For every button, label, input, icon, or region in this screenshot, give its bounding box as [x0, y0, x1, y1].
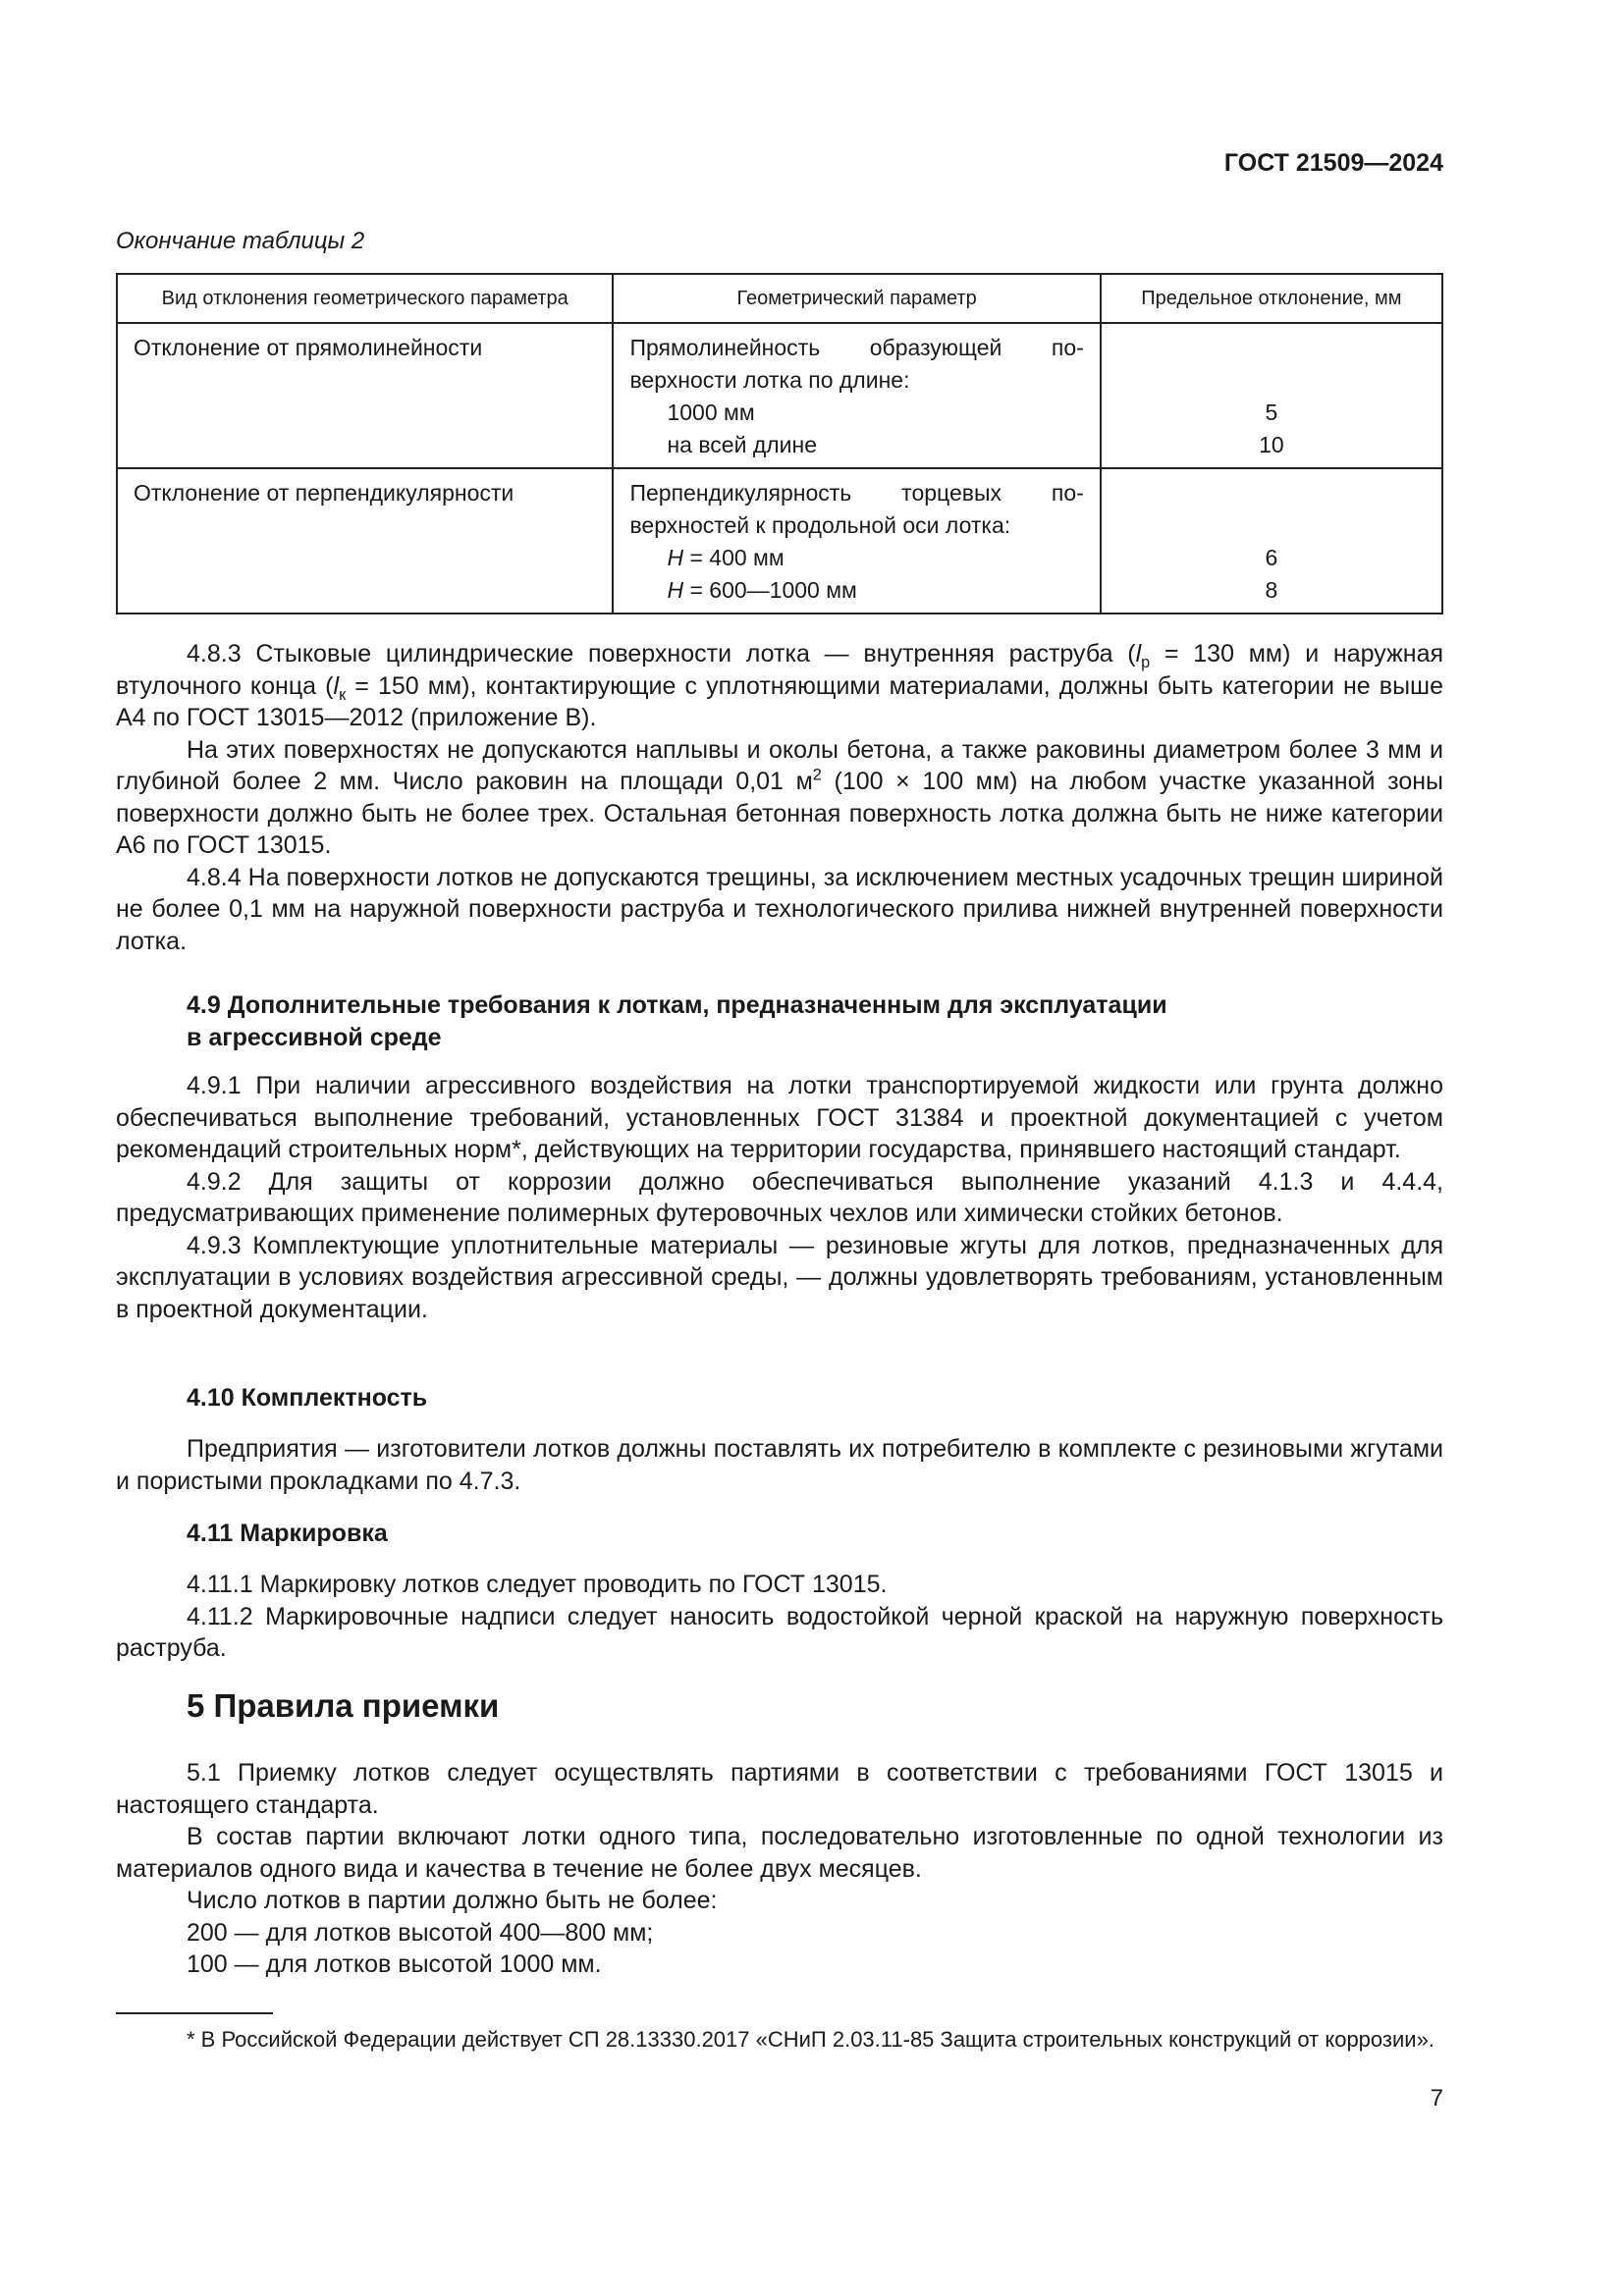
deviation-type-cell: Отклонение от прямолинейности: [117, 323, 613, 468]
chapter-heading: 5 Правила приемки: [187, 1687, 500, 1724]
document-code: ГОСТ 21509—2024: [1223, 149, 1443, 177]
parameter-text: верхности лотка по длине:: [629, 367, 910, 393]
limit-cell: [1101, 323, 1442, 468]
paragraph-4-8-3-cont: На этих поверхностях не допускаются наплывы и околы бетона, а также раковины диаметром более 3 мм и глубиной более 2 мм. Число раковин на площади 0,01 $м^2$ (100 × 100 мм) на любом участке указанной зоны поверхности должно быть не более трех. Остальная бетонная поверхность лотка должна быть не ниже категории А6 по ГОСТ 13015.: [116, 735, 1443, 859]
list-item: 100 — для лотков высотой 1000 мм.: [187, 1950, 602, 1978]
footnote: * В Российской Федерации действует СП 28.13330.2017 «СНиП 2.03.11-85 Защита строительных конструкций от коррозии».: [187, 2027, 1435, 2052]
parameter-subitem: на всей длине: [667, 432, 818, 457]
parameter-subitem: H = 400 мм: [667, 545, 785, 570]
paragraph-5-1-cont: Число лотков в партии должно быть не более:: [187, 1887, 718, 1914]
list-item: 200 — для лотков высотой 400—800 мм;: [187, 1918, 654, 1947]
limit-value: 5: [1265, 400, 1278, 425]
body-text-block-4: [116, 1569, 1443, 1665]
body-text-block-1: [116, 638, 1443, 957]
paragraph-4-11-1: 4.11.1 Маркировку лотков следует проводить по ГОСТ 13015.: [187, 1571, 888, 1598]
body-text-block-2: [116, 1070, 1443, 1325]
parameter-text: верхностей к продольной оси лотка:: [629, 512, 1011, 538]
section-heading: 4.10 Комплектность: [187, 1384, 428, 1412]
column-header-deviation-type: Вид отклонения геометрического параметра: [117, 274, 613, 323]
table-row: [117, 323, 1442, 468]
paragraph-4-10: Предприятия — изготовители лотков должны поставлять их потребителю в комплекте с резиновыми жгутами и пористыми прокладками по 4.7.3.: [116, 1435, 1443, 1495]
limit-value: 6: [1265, 545, 1278, 570]
parameter-text: Перпендикулярность торцевых по-: [629, 480, 1084, 506]
limit-cell: [1101, 468, 1442, 614]
section-heading: 4.11 Маркировка: [187, 1520, 388, 1547]
paragraph-4-8-3: 4.8.3 Стыковые цилиндрические поверхности лотка — внутренняя раструба ($l_р = 130$ мм) и наружная втулочного конца ($l_к = 150$ мм), контактирующие с уплотняющими материалами, должны быть категории не выше А4 по ГОСТ 13015—2012 (приложение В).: [116, 640, 1444, 731]
limit-value: 10: [1259, 432, 1284, 457]
parameter-cell: [613, 468, 1100, 614]
body-text-block-5: [116, 1757, 1443, 1981]
section-4-11-heading: [116, 1518, 1443, 1550]
limit-value: 8: [1265, 577, 1278, 603]
column-header-limit: Предельное отклонение, мм: [1101, 274, 1442, 323]
parameter-subitem: H = 600—1000 мм: [667, 577, 857, 603]
parameter-subitem: 1000 мм: [667, 400, 755, 425]
paragraph-5-1-cont: В состав партии включают лотки одного типа, последовательно изготовленные по одной технологии из материалов одного вида и качества в течение не более двух месяцев.: [116, 1823, 1443, 1883]
table-header-row: [117, 274, 1442, 323]
section-heading: в агрессивной среде: [187, 1023, 442, 1051]
deviation-type-cell: Отклонение от перпендикулярности: [117, 468, 613, 614]
section-4-10-heading: [116, 1382, 1443, 1415]
paragraph-4-8-4: 4.8.4 На поверхности лотков не допускаются трещины, за исключением местных усадочных трещин шириной не более 0,1 мм на наружной поверхности раструба и технологического прилива нижней внутренней поверхности лотка.: [116, 863, 1443, 955]
footnote-separator: [116, 2012, 273, 2014]
section-heading: 4.9 Дополнительные требования к лоткам, предназначенным для эксплуатации: [187, 991, 1167, 1019]
paragraph-4-11-2: 4.11.2 Маркировочные надписи следует наносить водостойкой черной краской на наружную поверхность раструба.: [116, 1602, 1443, 1662]
paragraph-4-9-1: 4.9.1 При наличии агрессивного воздействия на лотки транспортируемой жидкости или грунта должно обеспечиваться выполнение требований, установленных ГОСТ 31384 и проектной документацией с учетом рекомендаций строительных норм*, действующих на территории государства, принявшего настоящий стандарт.: [116, 1072, 1443, 1163]
page-number: 7: [1430, 2085, 1443, 2111]
table-caption: Окончание таблицы 2: [116, 228, 365, 254]
body-text-block-3: [116, 1433, 1443, 1497]
section-4-9-heading: [116, 989, 1443, 1053]
paragraph-4-9-2: 4.9.2 Для защиты от коррозии должно обеспечиваться выполнение указаний 4.1.3 и 4.4.4, предусматривающих применение полимерных футеровочных чехлов или химически стойких бетонов.: [116, 1167, 1443, 1227]
deviation-table: [116, 273, 1443, 614]
paragraph-4-9-3: 4.9.3 Комплектующие уплотнительные материалы — резиновые жгуты для лотков, предназначенных для эксплуатации в условиях воздействия агрессивной среды, — должны удовлетворять требованиям, установленным в проектной документации.: [116, 1231, 1443, 1323]
table-row: [117, 468, 1442, 614]
parameter-text: Прямолинейность образующей по-: [629, 335, 1084, 360]
section-5-heading: [116, 1687, 1443, 1724]
parameter-cell: [613, 323, 1100, 468]
column-header-parameter: Геометрический параметр: [613, 274, 1100, 323]
paragraph-5-1: 5.1 Приемку лотков следует осуществлять партиями в соответствии с требованиями ГОСТ 13015 и настоящего стандарта.: [116, 1759, 1443, 1819]
